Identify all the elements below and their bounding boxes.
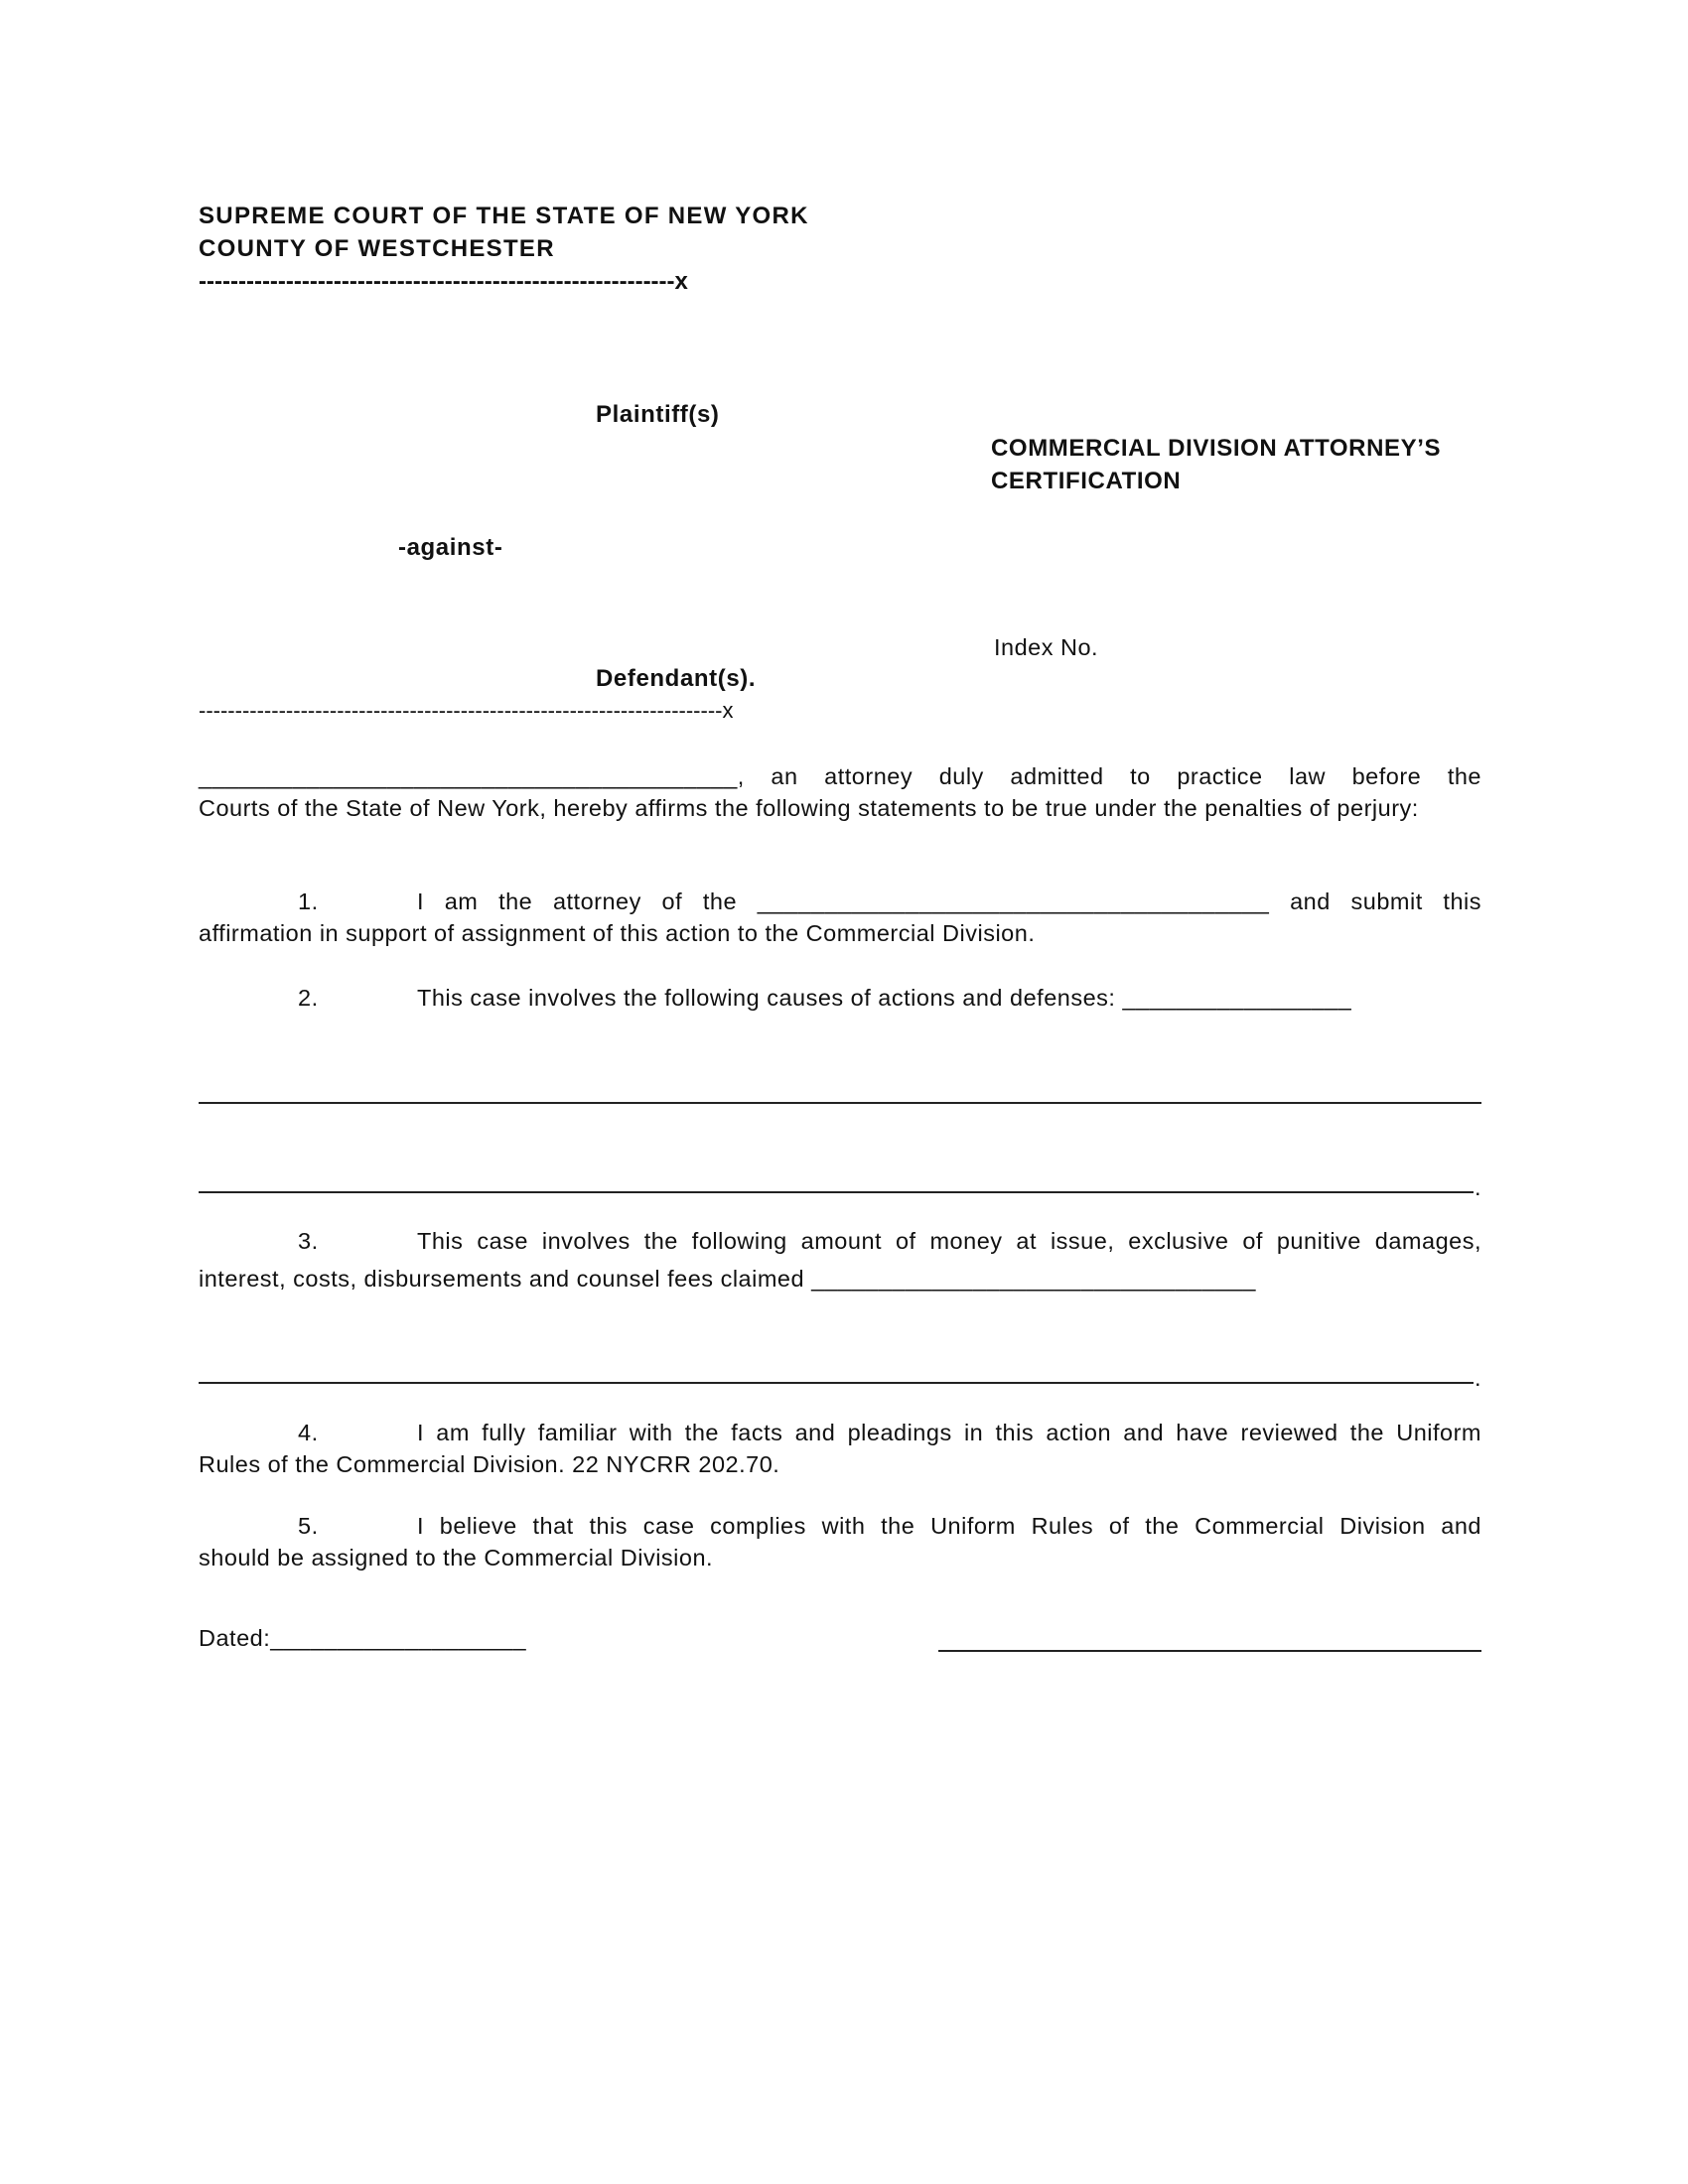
- paragraph-5-number: 5.: [298, 1513, 319, 1539]
- paragraph-3-period: .: [1475, 1365, 1482, 1391]
- paragraph-3-line1: This case involves the following amount of money at issue, exclusive of punitive damages,: [417, 1228, 1481, 1254]
- intro-rest-text: Courts of the State of New York, hereby affirms the following statements to be true under the penalties of perjury:: [199, 795, 1419, 821]
- signature-line[interactable]: [938, 1650, 1481, 1652]
- attorney-name-blank[interactable]: ________________________________________: [199, 763, 738, 789]
- paragraph-3-number: 3.: [298, 1228, 319, 1254]
- paragraph-2-number: 2.: [298, 985, 319, 1011]
- paragraph-2-text: This case involves the following causes of actions and defenses:: [417, 985, 1116, 1011]
- paragraph-2: [199, 982, 1351, 1014]
- intro-line1-text: , an attorney duly admitted to practice law before the: [737, 763, 1481, 789]
- dated-label: Dated:: [199, 1625, 271, 1651]
- paragraph-5: [199, 1510, 1481, 1573]
- paragraph-2-period: .: [1475, 1174, 1482, 1200]
- dated-field: [199, 1622, 526, 1654]
- amount-at-issue-blank[interactable]: _________________________________: [811, 1266, 1256, 1292]
- causes-of-action-line-1[interactable]: [199, 1102, 1481, 1104]
- intro-paragraph: [199, 760, 1481, 824]
- paragraph-3-line2: interest, costs, disbursements and counsel fees claimed: [199, 1266, 805, 1292]
- paragraph-1-tail: and submit this: [1290, 888, 1481, 914]
- represented-party-blank[interactable]: ______________________________________: [757, 888, 1270, 914]
- index-number-label: Index No.: [994, 634, 1099, 660]
- paragraph-4-line1: I am fully familiar with the facts and pleadings in this action and have reviewed the Uniform: [417, 1420, 1481, 1445]
- paragraph-1-lead: I am the attorney of the: [417, 888, 738, 914]
- amount-at-issue-line[interactable]: [199, 1382, 1474, 1384]
- paragraph-1: [199, 886, 1481, 949]
- paragraph-1-number: 1.: [298, 888, 319, 914]
- defendant-label: Defendant(s).: [596, 665, 757, 692]
- paragraph-4: [199, 1417, 1481, 1480]
- causes-of-action-line-2[interactable]: [199, 1191, 1474, 1193]
- paragraph-4-number: 4.: [298, 1420, 319, 1445]
- causes-of-action-blank[interactable]: _________________: [1122, 985, 1352, 1011]
- county-name: COUNTY OF WESTCHESTER: [199, 235, 555, 262]
- document-title-line2: CERTIFICATION: [991, 468, 1182, 494]
- plaintiff-label: Plaintiff(s): [596, 401, 720, 428]
- document-title-line1: COMMERCIAL DIVISION ATTORNEY’S: [991, 435, 1442, 462]
- paragraph-5-line2: should be assigned to the Commercial Division.: [199, 1545, 714, 1570]
- court-name: SUPREME COURT OF THE STATE OF NEW YORK: [199, 203, 809, 229]
- caption-bottom-separator: ------------------------------------------------------------------------x: [199, 698, 734, 723]
- paragraph-5-line1: I believe that this case complies with the Uniform Rules of the Commercial Division and: [417, 1513, 1481, 1539]
- paragraph-3: [199, 1225, 1481, 1295]
- caption-top-separator: ------------------------------------------------------------x: [199, 268, 688, 295]
- paragraph-4-line2: Rules of the Commercial Division. 22 NYCRR 202.70.: [199, 1451, 780, 1477]
- paragraph-1-rest: affirmation in support of assignment of this action to the Commercial Division.: [199, 920, 1036, 946]
- dated-blank[interactable]: ___________________: [270, 1625, 527, 1651]
- against-label: -against-: [398, 534, 503, 561]
